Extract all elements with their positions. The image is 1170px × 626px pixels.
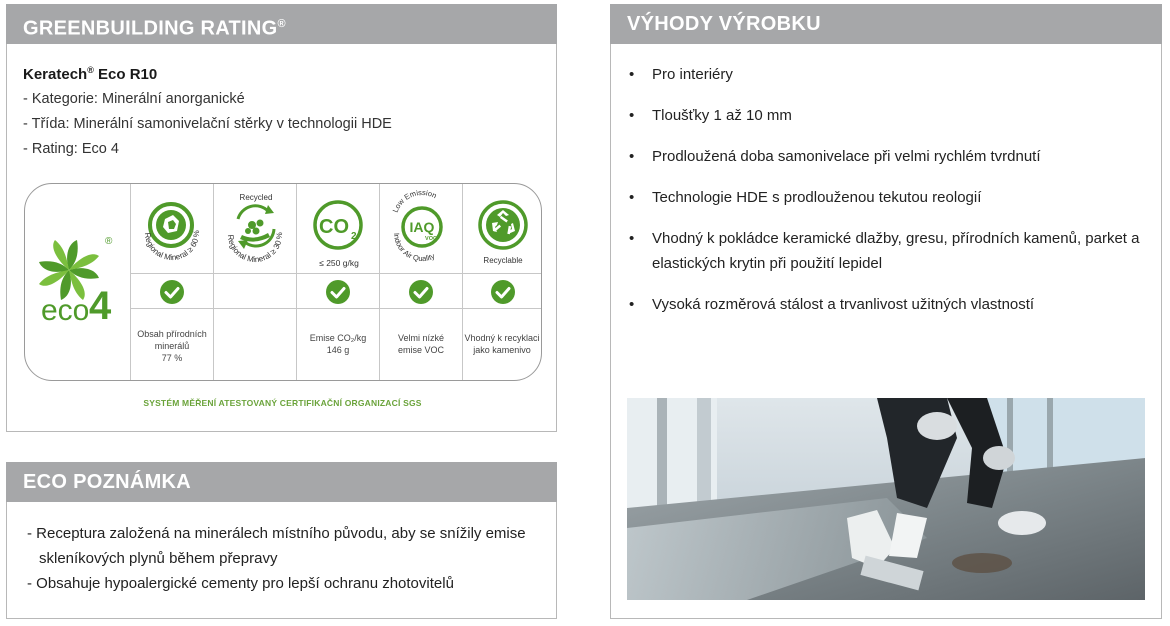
check-icon: [491, 280, 515, 304]
sgs-certification-note: SYSTÉM MĚŘENÍ ATESTOVANÝ CERTIFIKAČNÍ ORGANIZACÍ SGS: [143, 398, 422, 408]
badge-arc-text: Recyclable: [483, 256, 523, 265]
list-item: - Obsahuje hypoalergické cementy pro lepší ochranu zhotovitelů: [27, 571, 537, 596]
worker-leveling-floor-photo: [627, 398, 1145, 600]
eco-note-panel: [6, 462, 557, 619]
eco-rating-table: [24, 183, 542, 381]
eco-logo-text: eco: [41, 294, 90, 327]
iaq-voc-badge-icon: [384, 189, 460, 271]
list-item: - Receptura založená na minerálech místního původu, aby se snížily emise skleníkových plynů během přepravy: [27, 521, 537, 571]
badge-arc-text: Regional Mineral ≥ 60 %: [142, 230, 202, 263]
row-divider: [130, 308, 541, 309]
product-rating: - Rating: Eco 4: [23, 137, 392, 162]
column-divider: [130, 184, 131, 380]
badge-top-text: Low Emission: [390, 189, 439, 214]
eco4-logo: [25, 184, 125, 380]
badge-arc-text: ≤ 250 g/kg: [319, 258, 359, 268]
column-divider: [213, 184, 214, 380]
check-icon: [409, 280, 433, 304]
greenbuilding-heading: GREENBUILDING RATING®: [6, 4, 557, 44]
column-divider: [296, 184, 297, 380]
recycled-regional-badge-icon: [218, 189, 294, 271]
product-benefits-panel: [610, 4, 1162, 619]
recyclable-badge-icon: [467, 189, 539, 271]
product-title: Keratech® Eco R10: [23, 65, 158, 83]
eco-clover-icon: [25, 184, 125, 380]
note-co2: Emise CO₂/kg 146 g: [309, 333, 367, 355]
list-item: • Vhodný k pokládce keramické dlažby, gresu, přírodních kamenů, parket a elastických krytin při použití lepidel: [629, 226, 1149, 276]
column-divider: [379, 184, 380, 380]
svg-text:Regional Mineral ≥ 30 %: [226, 232, 284, 264]
eco-logo-registered: ®: [105, 236, 113, 247]
benefits-list: [629, 62, 1149, 333]
list-item: • Vysoká rozměrová stálost a trvanlivost užitných vlastností: [629, 292, 1149, 317]
co2-symbol: CO: [319, 216, 349, 238]
note-regional-mineral: Obsah přírodních minerálů 77 %: [137, 329, 207, 363]
co2-subscript: 2: [351, 231, 357, 242]
note-recyclable: Vhodný k recyklaci jako kamenivo: [464, 333, 540, 355]
list-item: • Pro interiéry: [629, 62, 1149, 87]
product-category: - Kategorie: Minerální anorganické: [23, 87, 392, 112]
voc-symbol: VOC: [425, 236, 437, 242]
iaq-symbol: IAQ: [409, 219, 435, 235]
co2-badge-icon: [301, 189, 377, 271]
list-item: • Tloušťky 1 až 10 mm: [629, 103, 1149, 128]
note-voc: Velmi nízké emise VOC: [397, 333, 445, 355]
check-icon: [160, 280, 184, 304]
badge-arc-text: Regional Mineral ≥ 30 %: [225, 232, 285, 265]
greenbuilding-rating-panel: [6, 4, 557, 432]
badge-arc-text: Indoor Air Quality: [391, 232, 437, 264]
product-attributes: [23, 87, 392, 162]
row-divider: [130, 273, 541, 274]
badge-top-text: Recycled: [239, 193, 273, 202]
eco-note-list: [27, 521, 537, 596]
list-item: • Prodloužená doba samonivelace při velmi rychlém tvrdnutí: [629, 144, 1149, 169]
regional-mineral-badge-icon: [135, 189, 211, 271]
eco-logo-number: 4: [89, 284, 112, 328]
check-icon: [326, 280, 350, 304]
list-item: • Technologie HDE s prodlouženou tekutou reologií: [629, 185, 1149, 210]
product-class: - Třída: Minerální samonivelační stěrky v technologii HDE: [23, 112, 392, 137]
benefits-heading: VÝHODY VÝROBKU: [610, 4, 1162, 44]
eco-note-heading: ECO POZNÁMKA: [6, 462, 557, 502]
floor-work-image: [627, 398, 1145, 600]
